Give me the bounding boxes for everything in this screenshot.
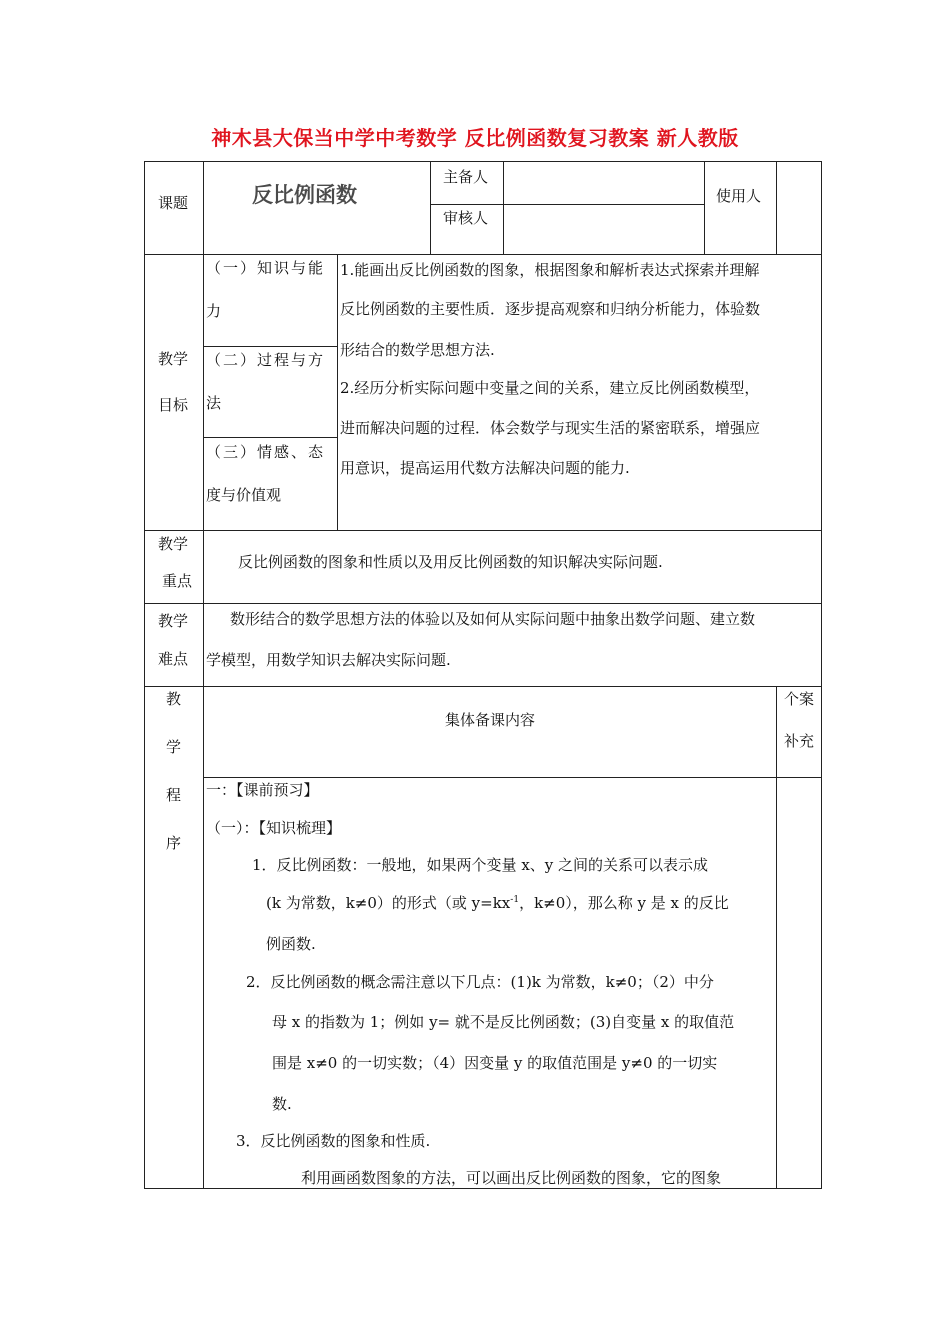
table-border-left <box>144 161 145 1189</box>
keti-value: 反比例函数 <box>252 183 357 207</box>
shenheren-label: 审核人 <box>443 209 489 227</box>
goals-label-2: 目标 <box>158 396 189 414</box>
goals-content-line: 反比例函数的主要性质．逐步提高观察和归纳分析能力，体验数 <box>340 300 761 318</box>
goals-content-line: 2.经历分析实际问题中变量之间的关系，建立反比例函数模型， <box>340 379 760 397</box>
item1-line1: 1．反比例函数：一般地，如果两个变量 x、y 之间的关系可以表示成 <box>252 856 709 874</box>
procedure-label-2: 学 <box>166 738 182 756</box>
goals-sub-1b: 力 <box>206 302 222 320</box>
item1-line3: 例函数. <box>266 935 316 953</box>
document-title: 神木县大保当中学中考数学 反比例函数复习教案 新人教版 <box>211 126 739 150</box>
label-column-divider <box>203 161 204 1189</box>
supplement-column-divider <box>776 686 777 1189</box>
row-divider-5 <box>203 777 822 778</box>
row-divider-2 <box>144 530 822 531</box>
table-border-top <box>144 161 822 162</box>
row-divider-1 <box>144 254 822 255</box>
header-divider-1 <box>430 161 431 255</box>
item2-line: 数. <box>272 1095 292 1113</box>
goals-sub-row-1 <box>203 346 338 347</box>
item1-exponent: -1 <box>510 895 520 905</box>
zhubeiren-label: 主备人 <box>443 168 489 186</box>
header-mid-divider <box>430 204 705 205</box>
item3-text: 利用画函数图象的方法，可以画出反比例函数的图象，它的图象 <box>301 1169 722 1187</box>
header-divider-4 <box>776 161 777 255</box>
goals-content-line: 用意识，提高运用代数方法解决问题的能力. <box>340 459 630 477</box>
difficulties-label-2: 难点 <box>158 650 189 668</box>
difficulties-label-1: 教学 <box>158 612 189 630</box>
goals-sub-1a: （一）知识与能 <box>206 259 326 277</box>
procedure-label-1: 教 <box>166 690 182 708</box>
goals-sub-divider <box>337 254 338 531</box>
item1-line2 <box>266 893 729 913</box>
goals-content-line: 进而解决问题的过程．体会数学与现实生活的紧密联系，增强应 <box>340 419 761 437</box>
procedure-column-header: 集体备课内容 <box>445 711 536 729</box>
goals-sub-3a: （三）情感、态 <box>206 443 326 461</box>
difficulties-content-2: 学模型，用数学知识去解决实际问题. <box>206 651 451 669</box>
row-divider-4 <box>144 686 822 687</box>
goals-sub-2a: （二）过程与方 <box>206 351 326 369</box>
keypoints-label-2: 重点 <box>162 572 193 590</box>
keti-label: 课题 <box>158 194 189 212</box>
keypoints-content: 反比例函数的图象和性质以及用反比例函数的知识解决实际问题. <box>238 553 663 571</box>
shiyongren-label: 使用人 <box>716 187 762 205</box>
item2-line: 围是 x≠0 的一切实数；（4）因变量 y 的取值范围是 y≠0 的一切实 <box>272 1054 718 1072</box>
item1-line2-b: ，k≠0），那么称 y 是 x 的反比 <box>519 894 729 912</box>
goals-sub-3b: 度与价值观 <box>206 486 282 504</box>
goals-label-1: 教学 <box>158 350 189 368</box>
goals-sub-2b: 法 <box>206 394 222 412</box>
goals-content-line: 1.能画出反比例函数的图象，根据图象和解析表达式探索并理解 <box>340 261 760 279</box>
item3-heading: 3．反比例函数的图象和性质. <box>236 1132 431 1150</box>
goals-sub-row-2 <box>203 437 338 438</box>
goals-content-line: 形结合的数学思想方法. <box>340 341 495 359</box>
table-border-right <box>821 161 822 1189</box>
keypoints-label-1: 教学 <box>158 535 189 553</box>
row-divider-3 <box>144 603 822 604</box>
header-divider-2 <box>503 161 504 255</box>
procedure-label-3: 程 <box>166 786 182 804</box>
header-divider-3 <box>704 161 705 255</box>
procedure-label-4: 序 <box>166 834 182 852</box>
section-preview-heading: 一：【课前预习】 <box>206 781 319 799</box>
difficulties-content-1: 数形结合的数学思想方法的体验以及如何从实际问题中抽象出数学问题、建立数 <box>230 610 756 628</box>
item2-line: 2．反比例函数的概念需注意以下几点：(1)k 为常数，k≠0；（2）中分 <box>246 973 714 991</box>
item2-line: 母 x 的指数为 1；例如 y= 就不是反比例函数；(3)自变量 x 的取值范 <box>272 1013 735 1031</box>
supplement-header-2: 补充 <box>784 732 815 750</box>
supplement-header-1: 个案 <box>784 690 815 708</box>
item1-line2-a: (k 为常数，k≠0）的形式（或 y=kx <box>266 894 511 912</box>
table-border-bottom <box>144 1188 822 1189</box>
section-knowledge-heading: （一）：【知识梳理】 <box>206 819 342 837</box>
